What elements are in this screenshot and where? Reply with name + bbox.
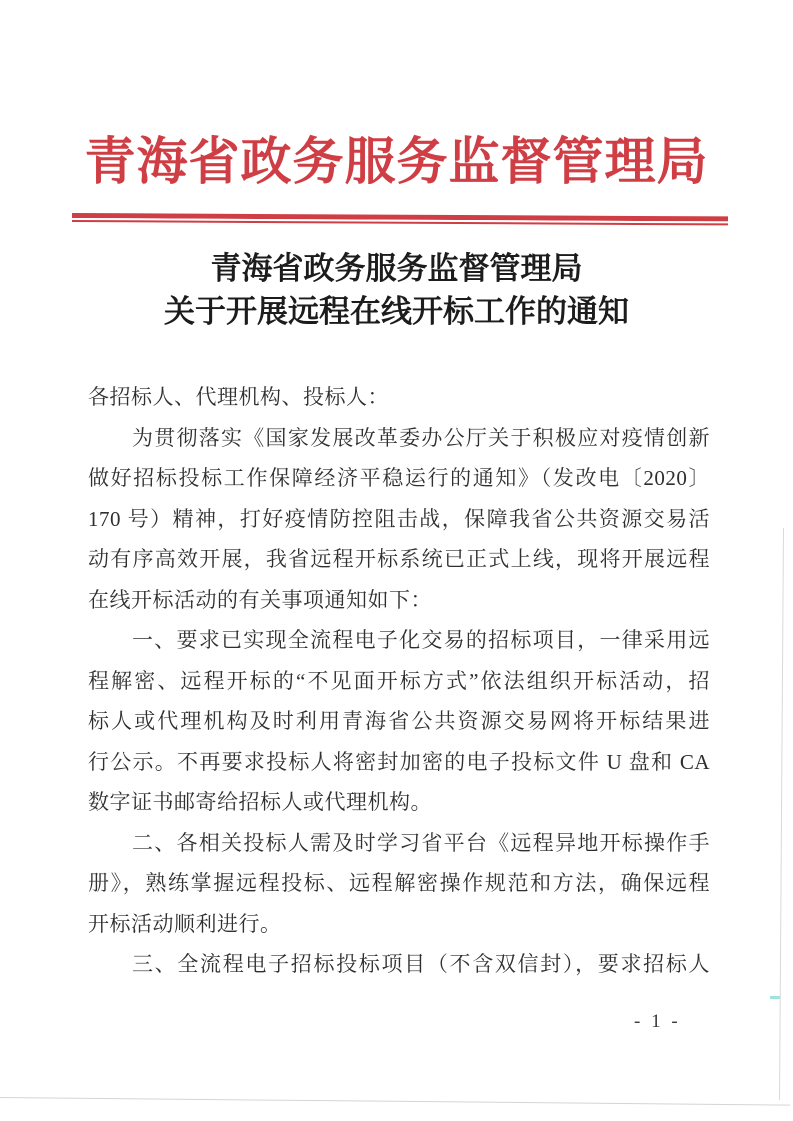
- body-line: 为贯彻落实《国家发展改革委办公厅关于积极应对疫情创新: [132, 425, 710, 450]
- document-title-line2: 关于开展远程在线开标工作的通知: [164, 294, 629, 329]
- body-line: 一、要求已实现全流程电子化交易的招标项目，一律采用远: [132, 628, 710, 652]
- scan-edge-bottom: [0, 1097, 790, 1106]
- body-line: 三、全流程电子招标投标项目（不含双信封），要求招标人: [132, 952, 710, 976]
- document-title-line1: 青海省政务服务监督管理局: [210, 251, 583, 286]
- page-number: - 1 -: [634, 1011, 681, 1032]
- body-line: 各招标人、代理机构、投标人：: [88, 385, 389, 409]
- body-line: 开标活动顺利进行。: [88, 911, 282, 936]
- body-line: 动有序高效开展，我省远程开标系统已正式上线，现将开展远程: [88, 547, 710, 571]
- body-line: 二、各相关投标人需及时学习省平台《远程异地开标操作手: [132, 830, 710, 855]
- body-text: [88, 377, 710, 985]
- body-line: 在线开标活动的有关事项通知如下：: [88, 587, 432, 612]
- body-line: 行公示。不再要求投标人将密封加密的电子投标文件 U 盘和 CA: [88, 749, 710, 774]
- body-line: 数字证书邮寄给招标人或代理机构。: [88, 790, 432, 814]
- body-line: 做好招标投标工作保障经济平稳运行的通知》（发改电〔2020〕: [88, 466, 710, 490]
- letterhead-red-rule: [72, 213, 728, 225]
- scan-cyan-speck: [770, 996, 780, 999]
- body-line: 170 号）精神，打好疫情防控阻击战，保障我省公共资源交易活: [88, 506, 710, 531]
- document-title: [0, 247, 793, 333]
- body-line: 程解密、远程开标的“不见面开标方式”依法组织开标活动，招: [88, 668, 710, 693]
- letterhead-agency-name: 青海省政务服务监督管理局: [84, 135, 709, 191]
- body-line: 册》，熟练掌握远程投标、远程解密操作规范和方法，确保远程: [88, 871, 710, 895]
- scan-edge-right: [779, 528, 784, 1100]
- body-line: 标人或代理机构及时利用青海省公共资源交易网将开标结果进: [88, 709, 710, 733]
